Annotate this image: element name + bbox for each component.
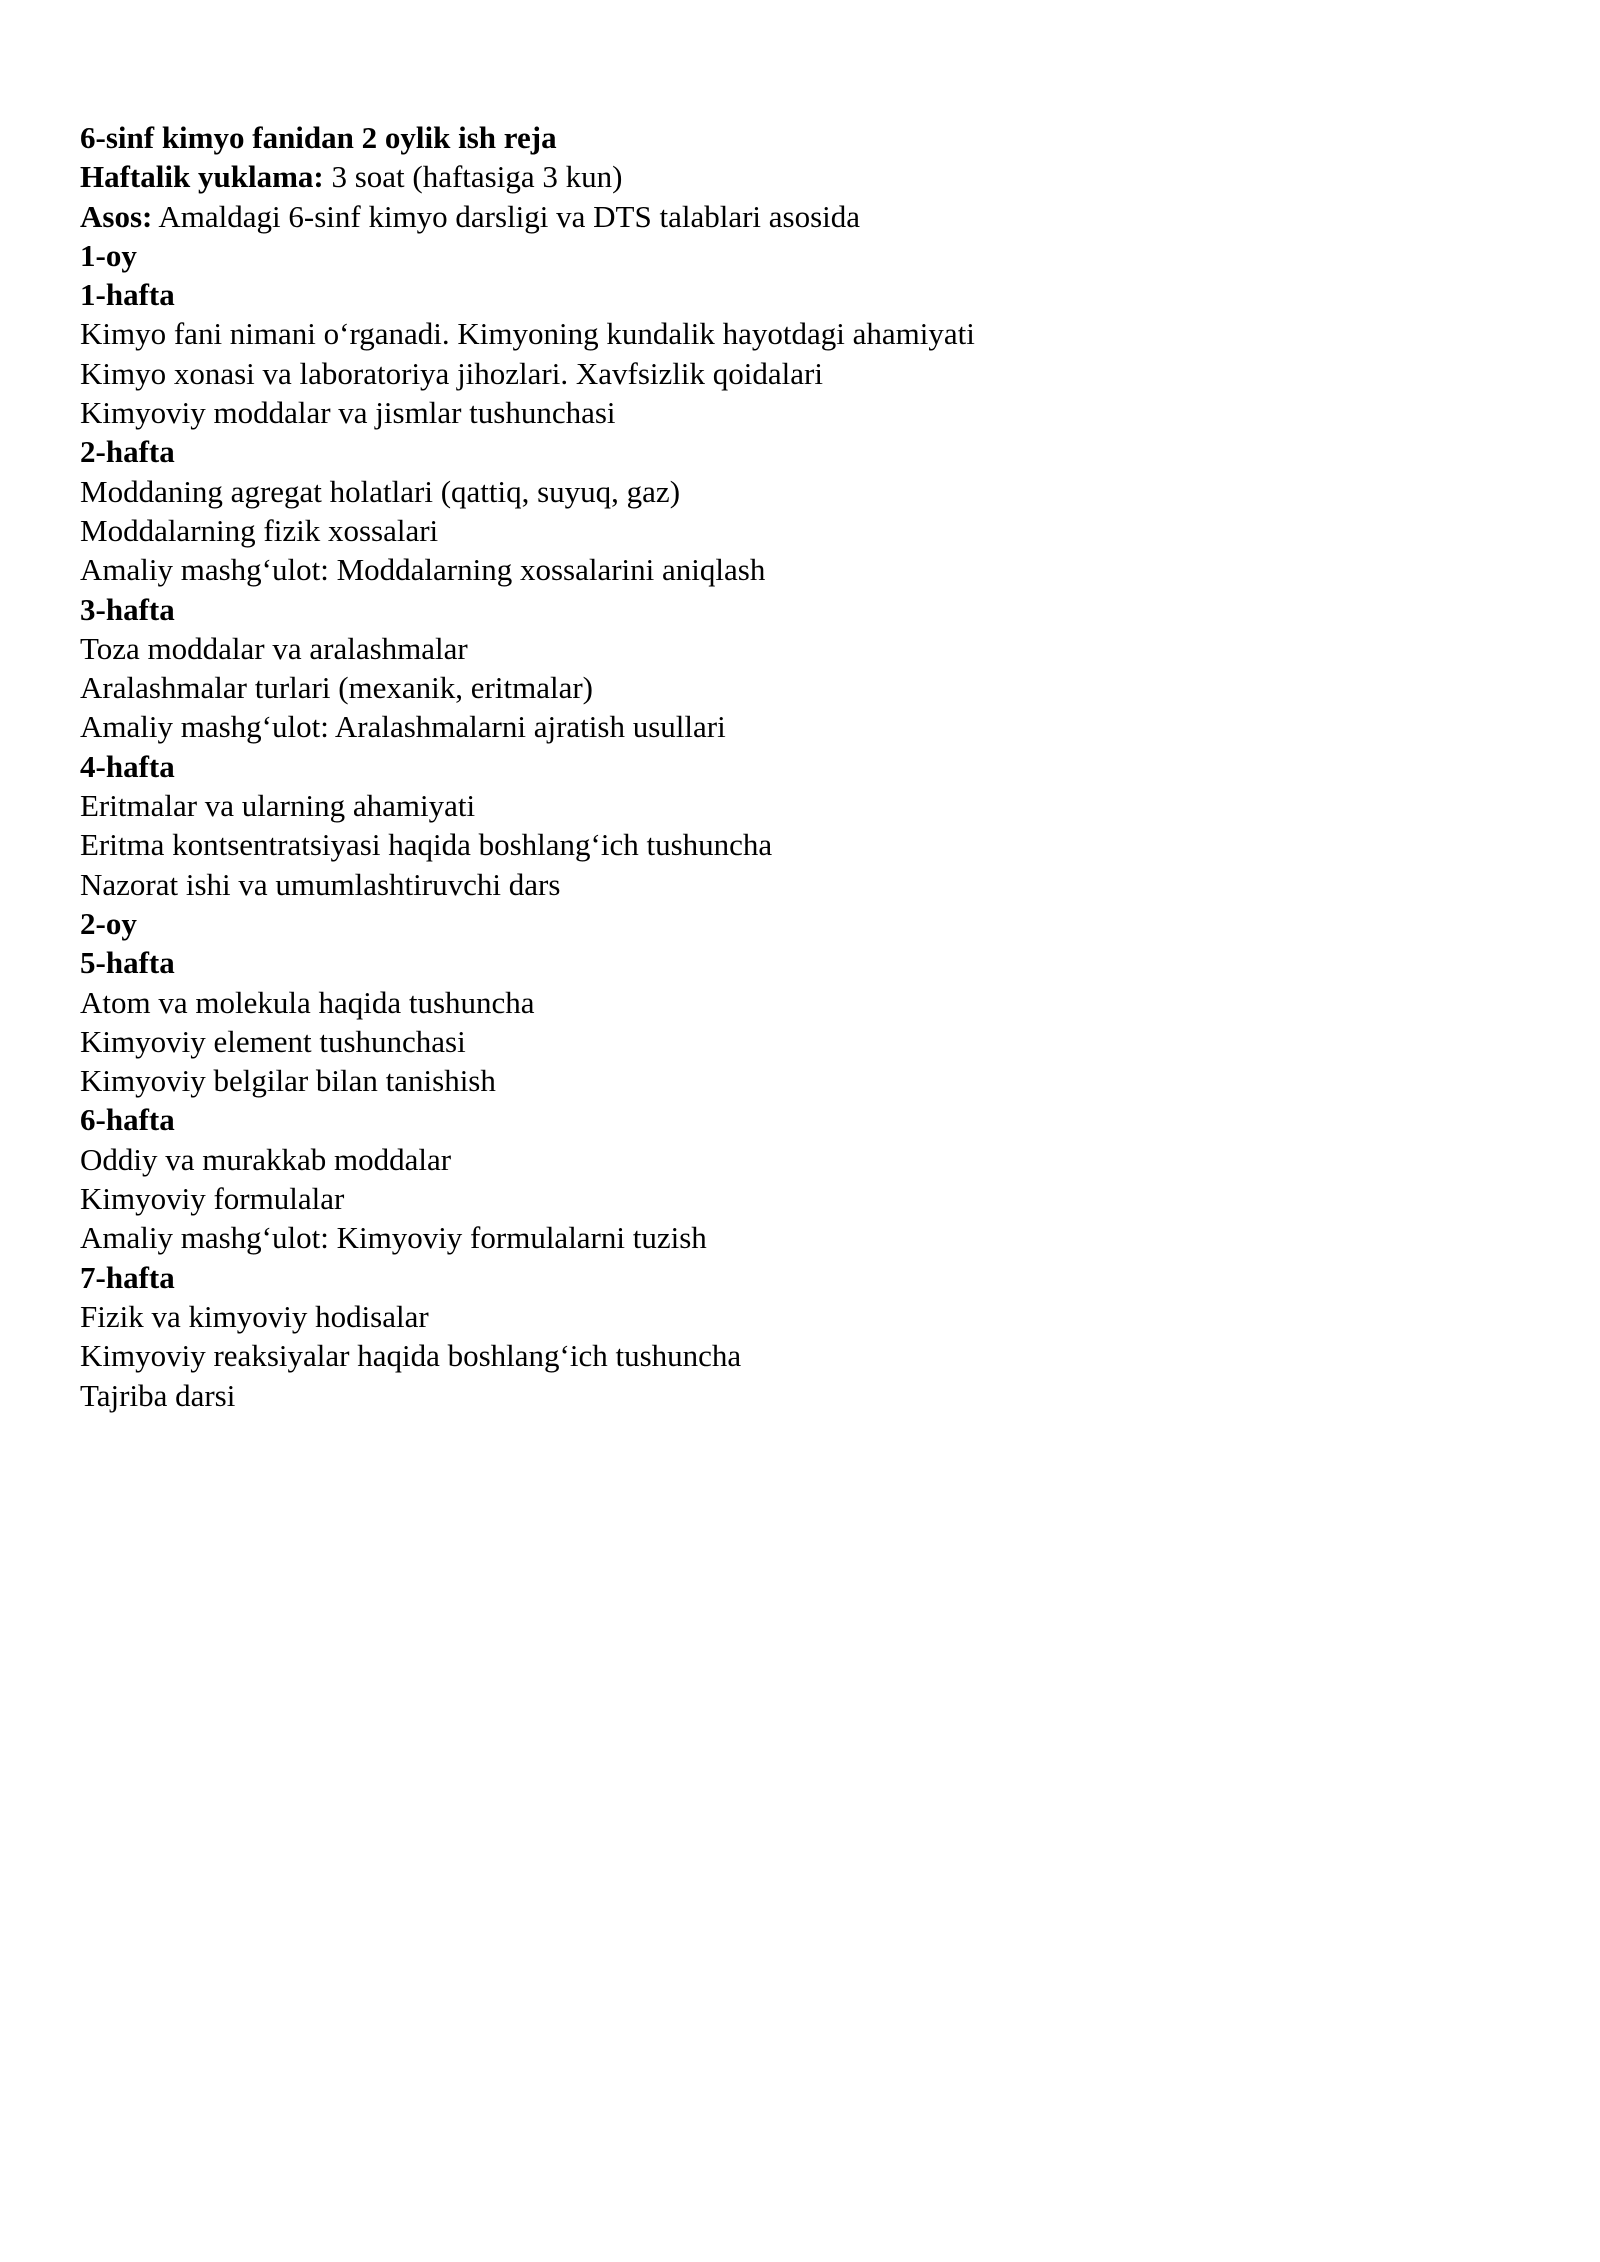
week-heading: 7-hafta — [80, 1259, 175, 1295]
lesson-line: Kimyoviy belgilar bilan tanishish — [80, 1063, 496, 1099]
weekly-load-label: Haftalik yuklama: — [80, 159, 324, 195]
week-heading: 4-hafta — [80, 748, 175, 784]
week-heading: 2-hafta — [80, 434, 175, 470]
weekly-load-value: 3 soat (haftasiga 3 kun) — [323, 159, 623, 195]
basis-line — [80, 197, 1540, 236]
lesson-line: Amaliy mashg‘ulot: Kimyoviy formulalarni tuzish — [80, 1220, 707, 1256]
weekly-load-line — [80, 157, 1540, 196]
lesson-line: Kimyoviy formulalar — [80, 1181, 345, 1217]
lesson-line: Kimyo xonasi va laboratoriya jihozlari. Xavfsizlik qoidalari — [80, 355, 823, 391]
lesson-line: Kimyo fani nimani o‘rganadi. Kimyoning kundalik hayotdagi ahamiyati — [80, 316, 975, 352]
week-heading: 1-hafta — [80, 277, 175, 313]
lesson-line: Kimyoviy moddalar va jismlar tushunchasi — [80, 395, 616, 431]
lesson-line: Atom va molekula haqida tushuncha — [80, 984, 535, 1020]
lesson-line: Toza moddalar va aralashmalar — [80, 630, 468, 666]
lesson-line: Oddiy va murakkab moddalar — [80, 1141, 452, 1177]
lesson-line: Kimyoviy reaksiyalar haqida boshlang‘ich tushuncha — [80, 1338, 742, 1374]
lesson-line: Tajriba darsi — [80, 1377, 236, 1413]
lesson-line: Amaliy mashg‘ulot: Moddalarning xossalarini aniqlash — [80, 552, 766, 588]
basis-label: Asos: — [80, 198, 153, 234]
lesson-line: Aralashmalar turlari (mexanik, eritmalar) — [80, 670, 593, 706]
lesson-line: Amaliy mashg‘ulot: Aralashmalarni ajratish usullari — [80, 709, 726, 745]
doc-title — [80, 118, 1540, 157]
month-heading: 1-oy — [80, 237, 137, 273]
lesson-line: Fizik va kimyoviy hodisalar — [80, 1298, 429, 1334]
week-heading: 5-hafta — [80, 945, 175, 981]
lesson-line: Eritmalar va ularning ahamiyati — [80, 788, 476, 824]
lesson-line: Moddalarning fizik xossalari — [80, 512, 439, 548]
doc-title-text: 6-sinf kimyo fanidan 2 oylik ish reja — [80, 120, 557, 155]
document-body — [80, 118, 1540, 1415]
week-heading: 6-hafta — [80, 1102, 175, 1138]
month-heading: 2-oy — [80, 905, 137, 941]
week-heading: 3-hafta — [80, 591, 175, 627]
basis-value: Amaldagi 6-sinf kimyo darsligi va DTS talablari asosida — [152, 198, 861, 234]
lesson-line: Nazorat ishi va umumlashtiruvchi dars — [80, 866, 561, 902]
lesson-line: Kimyoviy element tushunchasi — [80, 1023, 466, 1059]
lesson-line: Eritma kontsentratsiyasi haqida boshlang‘ich tushuncha — [80, 827, 773, 863]
lesson-line: Moddaning agregat holatlari (qattiq, suyuq, gaz) — [80, 473, 681, 509]
